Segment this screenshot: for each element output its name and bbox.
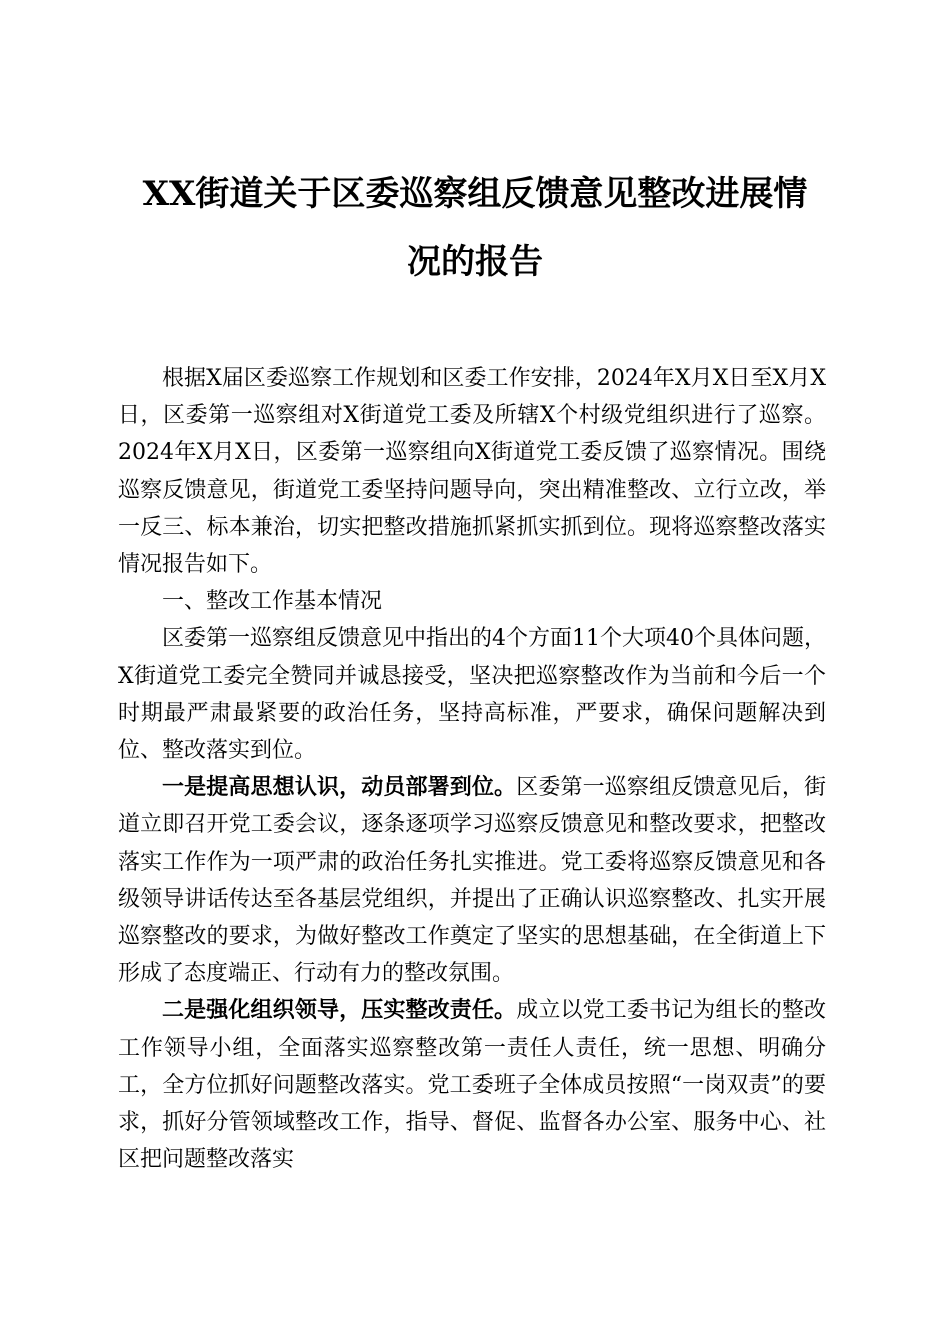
document-title-line-1: XX街道关于区委巡察组反馈意见整改进展情 xyxy=(142,174,808,214)
point-1-paragraph xyxy=(118,769,826,992)
section-heading-basic-situation: 一、整改工作基本情况 xyxy=(162,589,383,615)
intro-paragraph: 根据X届区委巡察工作规划和区委工作安排，2024年X月X日至X月X日，区委第一巡察组对X街道党工委及所辖X个村级党组织进行了巡察。2024年X月X日，区委第一巡察组向X街道党工委反馈了巡察情况。围绕巡察反馈意见，街道党工委坚持问题导向，突出精准整改、立行立改，举一反三、标本兼治，切实把整改措施抓紧抓实抓到位。现将巡察整改落实情况报告如下。 xyxy=(118,366,826,578)
point-2-lead: 二是强化组织领导，压实整改责任。 xyxy=(162,997,517,1024)
point-1-body: 区委第一巡察组反馈意见后，街道立即召开党工委会议，逐条逐项学习巡察反馈意见和整改要求，把整改落实工作作为一项严肃的政治任务扎实推进。党工委将巡察反馈意见和各级领导讲话传达至各基层党组织，并提出了正确认识巡察整改、扎实开展巡察整改的要求，为做好整改工作奠定了坚实的思想基础，在全街道上下形成了态度端正、行动有力的整改氛围。 xyxy=(118,775,826,987)
document-body xyxy=(118,360,826,1178)
point-1-lead: 一是提高思想认识，动员部署到位。 xyxy=(162,774,517,801)
point-2-body: 成立以党工委书记为组长的整改工作领导小组，全面落实巡察整改第一责任人责任，统一思想、明确分工，全方位抓好问题整改落实。党工委班子全体成员按照“一岗双责”的要求，抓好分管领域整改工作，指导、督促、监督各办公室、服务中心、社区把问题整改落实 xyxy=(118,998,826,1173)
basic-situation-paragraph: 区委第一巡察组反馈意见中指出的4个方面11个大项40个具体问题，X街道党工委完全赞同并诚恳接受，坚决把巡察整改作为当前和今后一个时期最严肃最紧要的政治任务，坚持高标准，严要求，确保问题解决到位、整改落实到位。 xyxy=(118,626,826,764)
document-title-line-2: 况的报告 xyxy=(407,242,543,282)
point-2-paragraph xyxy=(118,992,826,1178)
